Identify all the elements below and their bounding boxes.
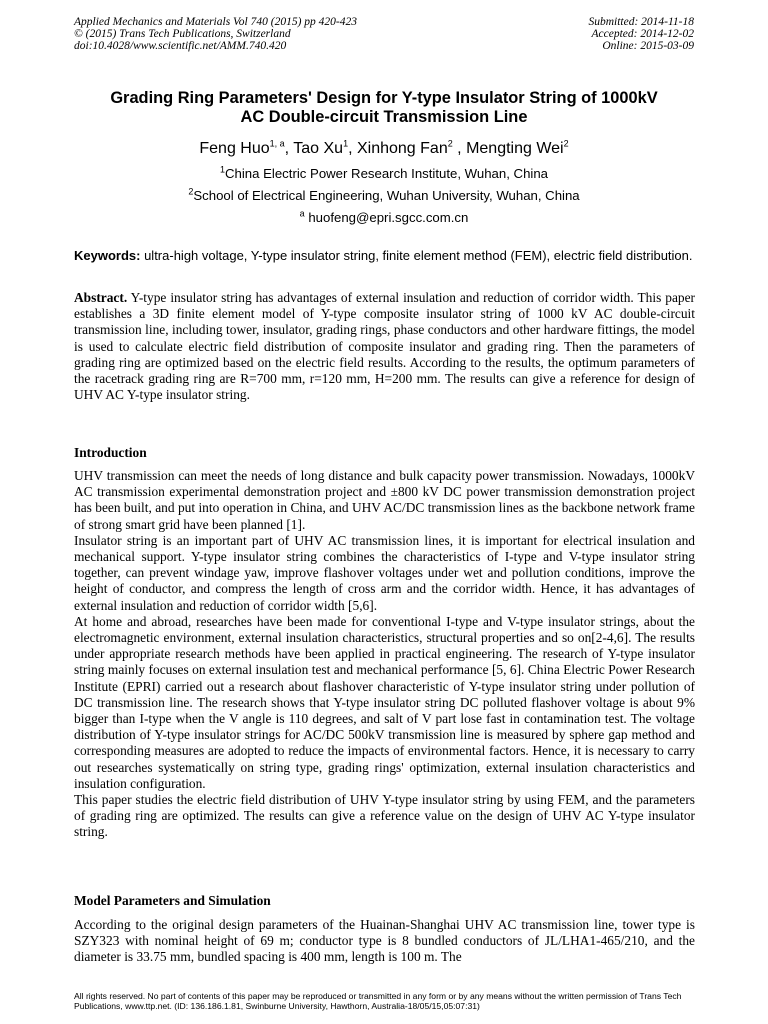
affiliation-text: China Electric Power Research Institute, Wuhan, China xyxy=(225,166,549,181)
model-body xyxy=(74,917,695,966)
introduction-body xyxy=(74,468,695,841)
dates-header xyxy=(588,16,694,52)
introduction-heading: Introduction xyxy=(74,445,147,460)
author-name: Xinhong Fan xyxy=(356,140,448,157)
paragraph: Insulator string is an important part of UHV AC transmission lines, it is important for electrical insulation and mechanical support. Y-type insulator string combines the characteristics of I-type and V-type insulator string together, can prevent windage yaw, improve flashover voltages under wet and pollution conditions, improve the height of conductor, and compress the length of cross arm and the corridor width. Hence, it has advantages of external insulation and reduction of corridor width [5,6]. xyxy=(74,532,695,613)
paper-title xyxy=(60,89,708,127)
paragraph: This paper studies the electric field distribution of UHV Y-type insulator string by using FEM, and the parameters of grading ring are optimized. The results can give a reference value on the design of UHV AC Y-type insulator string. xyxy=(74,792,695,840)
online-date: Online: 2015-03-09 xyxy=(602,40,694,52)
affiliation-mark: a xyxy=(299,208,305,219)
affiliation-mark: 2 xyxy=(188,186,194,197)
email-text: huofeng@epri.sgcc.com.cn xyxy=(304,210,469,225)
journal-header xyxy=(74,16,357,52)
author-separator: , xyxy=(452,140,467,157)
author-separator: , xyxy=(284,140,294,157)
keywords-label: Keywords: xyxy=(74,248,141,263)
author-name: Mengting Wei xyxy=(466,140,564,157)
title-line-1: Grading Ring Parameters' Design for Y-type Insulator String of 1000kV xyxy=(110,89,658,107)
paragraph: According to the original design parameters of the Huainan-Shanghai UHV AC transmission line, tower type is SZY323 with nominal height of 69 m; conductor type is 8 bundled conductors of JL/LHA1-465/210, and the diameter is 33.75 mm, bundled spacing is 400 mm, length is 100 m. The xyxy=(74,917,695,965)
author-affiliation-mark: 2 xyxy=(447,138,453,149)
author-affiliation-mark: 2 xyxy=(563,138,569,149)
submitted-date: Submitted: 2014-11-18 xyxy=(588,16,694,28)
affiliation-mark: 1 xyxy=(219,164,225,175)
model-heading: Model Parameters and Simulation xyxy=(74,893,271,908)
affiliation-2 xyxy=(60,188,708,204)
abstract xyxy=(74,290,695,403)
doi-line: doi:10.4028/www.scientific.net/AMM.740.420 xyxy=(74,40,287,52)
abstract-label: Abstract. xyxy=(74,290,128,305)
title-line-2: AC Double-circuit Transmission Line xyxy=(240,108,528,126)
paragraph: UHV transmission can meet the needs of long distance and bulk capacity power transmission. Nowadays, 1000kV AC transmission experimental demonstration project and ±800 kV DC power transmission demonstration project has been built, and put into operation in China, and UHV AC/DC transmission lines as the backbone network frame of strong smart grid have been planned [1]. xyxy=(74,468,695,532)
copyright-footer: All rights reserved. No part of contents of this paper may be reproduced or transmitted in any form or by any means without the written permission of Trans Tech Publications, www.ttp.net. (ID: 136.186.1.81, Swinburne University, Hawthorn, Australia-18/05/15,05:07:31) xyxy=(74,991,682,1011)
affiliation-1 xyxy=(60,166,708,182)
affiliation-text: School of Electrical Engineering, Wuhan University, Wuhan, China xyxy=(193,188,580,203)
accepted-date: Accepted: 2014-12-02 xyxy=(591,28,694,40)
author-separator: , xyxy=(348,140,357,157)
author-affiliation-mark: 1, a xyxy=(269,138,285,149)
abstract-text: Y-type insulator string has advantages of external insulation and reduction of corridor width. This paper establishes a 3D finite element model of Y-type composite insulator string of 1000 kV AC double-circuit transmission line, including tower, insulator, grading rings, phase conductors and other hardware fittings, the model is used to calculate electric field distribution of composite insulator and grading ring. Then the parameters of grading ring are optimized based on the electric field results. According to the results, the optimum parameters of the racetrack grading ring are R=700 mm, r=120 mm, H=200 mm. The results can give a reference for design of UHV AC Y-type insulator string. xyxy=(74,290,695,403)
corresponding-email xyxy=(60,210,708,226)
journal-citation: Applied Mechanics and Materials Vol 740 (2015) pp 420-423 xyxy=(74,16,357,28)
author-name: Tao Xu xyxy=(293,140,344,157)
keywords xyxy=(74,248,695,264)
author-name: Feng Huo xyxy=(199,140,270,157)
keywords-text: ultra-high voltage, Y-type insulator string, finite element method (FEM), electric field distribution. xyxy=(140,248,693,263)
author-affiliation-mark: 1 xyxy=(343,138,349,149)
paragraph: At home and abroad, researches have been made for conventional I-type and V-type insulator strings, about the electromagnetic environment, external insulation characteristics, structural properties and so on[2-4,6]. The results under appropriate research methods have been applied in practical engineering. The research of Y-type insulator string mainly focuses on external insulation test and mechanical performance [5, 6]. China Electric Power Research Institute (EPRI) carried out a research about flashover characteristic of Y-type insulator string under pollution of DC transmission line. The research shows that Y-type insulator string DC polluted flashover voltage is about 9% bigger than I-type when the V angle is 110 degrees, and salt of V part lose fast in contamination test. The voltage distribution of Y-type insulator strings for AC/DC 500kV transmission line is measured by sphere gap method and corresponding measures are adopted to reduce the impacts of environmental factors. Hence, it is necessary to carry out researches systematically on string type, grading rings' optimization, external insulation characteristics and insulation configuration. xyxy=(74,613,695,791)
author-list xyxy=(60,139,708,159)
copyright-line: © (2015) Trans Tech Publications, Switzerland xyxy=(74,28,291,40)
